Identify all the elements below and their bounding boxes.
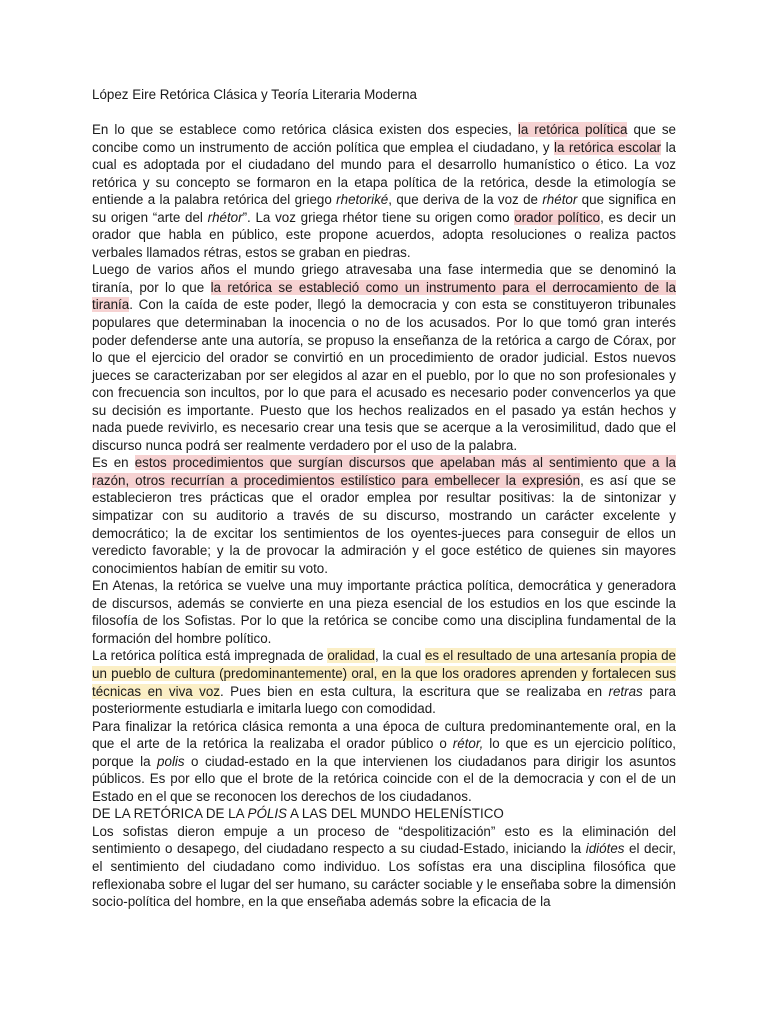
italic-text: retras <box>608 683 643 699</box>
paragraph <box>92 454 676 577</box>
text-run: para posteriormente estudiarla e imitarla luego con comodidad. <box>92 683 676 717</box>
text-run: . Con la caída de este poder, llegó la democracia y con esta se constituyeron tribunales populares que determinaban la inocencia o no de los acusados. Por lo que tomó gran interés poder defenderse ante una autoría, se propuso la enseñanza de la retórica a cargo de Córax, por lo que el ejercicio del orador se convirtió en un procedimiento de orador judicial. Estos nuevos jueces se caracterizaban por ser elegidos al azar en el pueblo, por lo que no son profesionales y con frecuencia son incultos, por lo que para el acusado es necesario poder convencerlos ya que su decisión es importante. Puesto que los hechos realizados en el pasado ya están hechos y nada puede revivirlo, es necesario crear una tesis que se acerque a la verosimilitud, dado que el discurso nunca podrá ser realmente verdadero por el uso de la palabra. <box>92 297 676 453</box>
text-run: el decir, el sentimiento del ciudadano como individuo. Los sofístas era una disciplina filosófica que reflexionaba sobre el lugar del ser humano, su carácter sociable y le enseñaba sobre la dimensión socio-política del hombre, en la que enseñaba además sobre la eficacia de la <box>92 841 676 910</box>
paragraph <box>92 261 676 454</box>
paragraph <box>92 718 676 806</box>
highlighted-text: orador político <box>514 209 601 225</box>
text-run: En lo que se establece como retórica clásica existen dos especies, <box>92 122 518 137</box>
text-run: , que deriva de la voz de <box>388 192 543 208</box>
text-run: DE LA RETÓRICA DE LA <box>92 806 248 822</box>
italic-text: rhetoriké <box>336 192 389 208</box>
highlighted-text: oralidad <box>327 648 376 664</box>
paragraph <box>92 823 676 911</box>
highlighted-text: es el resultado de una artesanía propia de un pueblo de cultura (predominantemente) oral, en la que los oradores aprenden y fortalecen sus técnicas en viva voz <box>92 648 676 699</box>
text-run: A LAS DEL MUNDO HELENÍSTICO <box>287 806 504 822</box>
italic-text: rhétor <box>542 192 578 208</box>
paragraph <box>92 805 676 823</box>
highlighted-text: la retórica política <box>517 122 628 137</box>
document-title: López Eire Retórica Clásica y Teoría Literaria Moderna <box>92 87 418 102</box>
text-run: , es decir un orador que habla en público, este propone acuerdos, adopta resoluciones o realiza pactos verbales llamados rétras, estos se graban en piedras. <box>92 209 676 260</box>
text-run: que se concibe como un instrumento de acción política que emplea el ciudadano, y <box>92 122 676 155</box>
document-body <box>92 121 676 911</box>
paragraph <box>92 577 676 647</box>
paragraph <box>92 121 676 261</box>
text-run: En Atenas, la retórica se vuelve una muy importante práctica política, democrática y generadora de discursos, además se convierte en una pieza esencial de los estudios en los que escinde la filosofía de los Sofistas. Por lo que la retórica se concibe como una disciplina fundamental de la formación del hombre político. <box>92 578 676 646</box>
text-run: o ciudad-estado en la que intervienen los ciudadanos para dirigir los asuntos públicos. Es por ello que el brote de la retórica coincide con el de la democracia y con el de un Estado en el que se reconocen los derechos de los ciudadanos. <box>92 753 676 804</box>
text-run: . Pues bien en esta cultura, la escritura que se realizaba en <box>220 683 609 699</box>
text-run: La retórica política está impregnada de <box>92 648 328 664</box>
italic-text: rétor, <box>452 736 484 752</box>
highlighted-text: la retórica se estableció como un instrumento para el derrocamiento de la tiranía <box>92 279 677 313</box>
highlighted-text: estos procedimientos que surgían discursos que apelaban más al sentimiento que a la razón, otros recurrían a procedimientos estilístico para embellecer la expresión <box>92 455 676 488</box>
text-run: Para finalizar la retórica clásica remonta a una época de cultura predominantemente oral, en la que el arte de la retórica la realizaba el orador público o <box>92 718 676 752</box>
text-run: ”. La voz griega rhétor tiene su origen como <box>242 209 515 225</box>
text-run: Luego de varios años el mundo griego atravesaba una fase intermedia que se denominó la tiranía, por lo que <box>92 262 676 295</box>
italic-text: idiótes <box>585 841 625 857</box>
text-run: Es en <box>92 455 135 471</box>
text-run: lo que es un ejercicio político, porque la <box>92 736 676 769</box>
text-run: que significa en su origen “arte del <box>92 192 677 225</box>
italic-text: rhétor <box>207 209 243 225</box>
paragraph <box>92 647 676 717</box>
italic-text: PÓLIS <box>247 806 287 822</box>
text-run: Los sofistas dieron empuje a un proceso de “despolitización” esto es la eliminación del sentimiento o desapego, del ciudadano respecto a su ciudad-Estado, iniciando la <box>92 823 676 857</box>
text-run: , es así que se establecieron tres prácticas que el orador emplea por resultar positivas: la de sintonizar y simpatizar con su auditorio a través de su discurso, mostrando un carácter excelente y democrático; la de excitar los sentimientos de los oyentes-jueces para conseguir de ellos un veredicto favorable; y la de provocar la admiración y el goce estético de quienes sin mayores conocimientos habían de emitir su voto. <box>92 472 677 576</box>
italic-text: polis <box>157 753 185 769</box>
text-run: la cual es adoptada por el ciudadano del mundo para el desarrollo humanístico o ético. La voz retórica y su concepto se formaron en la etapa política de la retórica, desde la etimología se entiende a la palabra retórica del griego <box>92 139 676 208</box>
highlighted-text: la retórica escolar <box>554 139 662 155</box>
text-run: , la cual <box>375 648 425 664</box>
